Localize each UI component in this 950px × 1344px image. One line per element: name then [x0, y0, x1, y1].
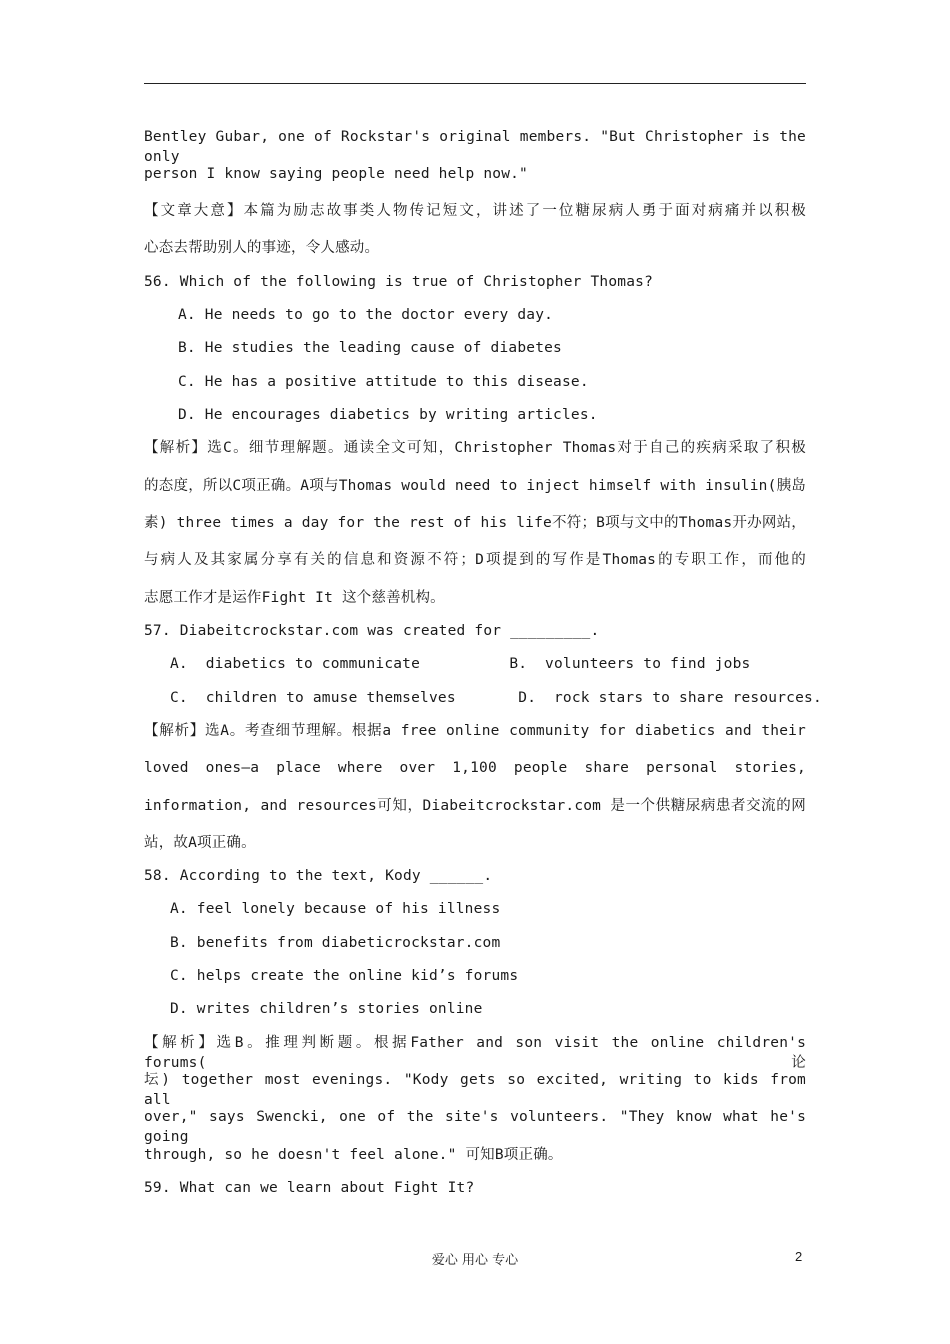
option-a: A. He needs to go to the doctor every day.	[178, 307, 554, 323]
option-row: C. children to amuse themselves D. rock stars to share resources.	[170, 690, 822, 706]
explanation-line: 的态度，所以C项正确。A项与Thomas would need to inject himself with insulin(胰岛	[144, 478, 806, 494]
text-line: Bentley Gubar, one of Rockstar's original members. "But Christopher is the only	[144, 129, 806, 165]
option-b: B. benefits from diabeticrockstar.com	[170, 935, 501, 951]
explanation-line: 志愿工作才是运作Fight It 这个慈善机构。	[144, 590, 445, 606]
explanation-line: 【解析】选B。推理判断题。根据Father and son visit the online children's forums(论	[144, 1035, 806, 1071]
explanation-line: over," says Swencki, one of the site's volunteers. "They know what he's going	[144, 1109, 806, 1145]
footer-motto: 爱心 用心 专心	[431, 1253, 519, 1268]
option-d: D. writes children’s stories online	[170, 1001, 483, 1017]
question-59: 59. What can we learn about Fight It?	[144, 1180, 475, 1196]
summary-line: 【文章大意】本篇为励志故事类人物传记短文，讲述了一位糖尿病人勇于面对病痛并以积极	[144, 203, 806, 219]
option-a: A. feel lonely because of his illness	[170, 901, 501, 917]
page-number: 2	[795, 1249, 803, 1264]
text-line: person I know saying people need help now."	[144, 166, 528, 182]
header-rule	[144, 83, 806, 84]
question-57: 57. Diabeitcrockstar.com was created for _________.	[144, 623, 600, 639]
explanation-line: through, so he doesn't feel alone." 可知B项正确。	[144, 1147, 563, 1163]
explanation-line: 【解析】选C。细节理解题。通读全文可知，Christopher Thomas对于自己的疾病采取了积极	[144, 440, 806, 456]
explanation-line: 站，故A项正确。	[144, 835, 256, 851]
explanation-line: loved ones—a place where over 1,100 people share personal stories,	[144, 760, 806, 776]
question-56: 56. Which of the following is true of Christopher Thomas?	[144, 274, 653, 290]
explanation-line: information, and resources可知，Diabeitcrockstar.com 是一个供糖尿病患者交流的网	[144, 798, 806, 814]
explanation-line: 与病人及其家属分享有关的信息和资源不符；D项提到的写作是Thomas的专职工作，而他的	[144, 552, 806, 568]
explanation-line: 素) three times a day for the rest of his life不符；B项与文中的Thomas开办网站，	[144, 515, 806, 531]
summary-line: 心态去帮助别人的事迹，令人感动。	[144, 240, 380, 256]
explanation-line: 【解析】选A。考查细节理解。根据a free online community for diabetics and their	[144, 723, 806, 739]
option-c: C. He has a positive attitude to this disease.	[178, 374, 589, 390]
option-c: C. helps create the online kid’s forums	[170, 968, 519, 984]
explanation-line: 坛) together most evenings. "Kody gets so excited, writing to kids from all	[144, 1072, 806, 1108]
option-b: B. He studies the leading cause of diabetes	[178, 340, 562, 356]
option-d: D. He encourages diabetics by writing articles.	[178, 407, 598, 423]
option-row: A. diabetics to communicate B. volunteers to find jobs	[170, 656, 751, 672]
question-58: 58. According to the text, Kody ______.	[144, 868, 493, 884]
